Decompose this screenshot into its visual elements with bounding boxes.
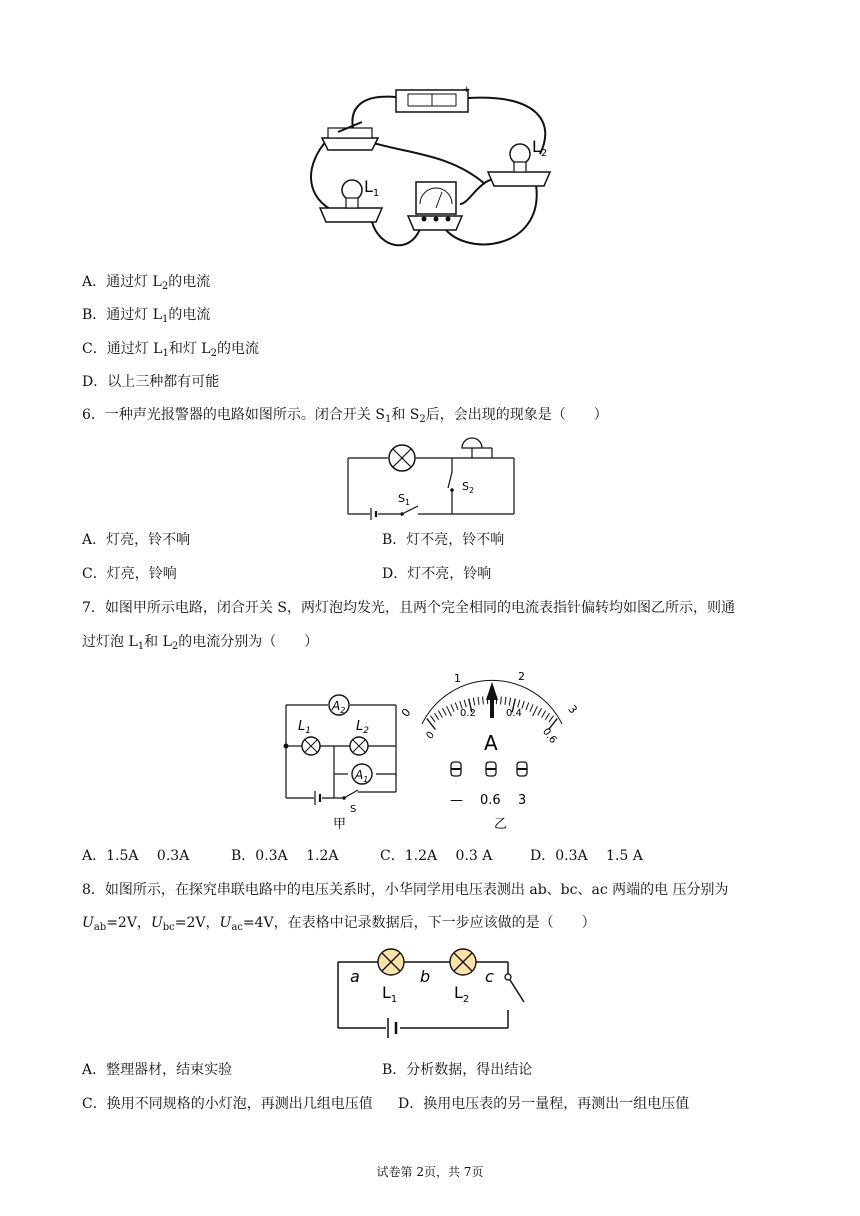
ammeter-tick [522,701,524,709]
ammeter-tick [447,706,452,716]
ammeter-tick [430,716,435,723]
q8-point-c: c [485,967,494,986]
inner-scale-0.4: 0.4 [506,708,522,719]
ammeter-tick [501,696,502,704]
outer-scale-1: 1 [454,672,461,685]
q8-stem-line2: $U_{ab}=2V$，$U_{bc}=2V$，$U_{ac}=4V$，在表格中记录数据后，下一步应该做的是（ ） [82,915,596,933]
q6-s1-label: $S_1$ [398,492,411,507]
q6-option-a[interactable]: A．灯亮，铃不响 [82,532,191,548]
q5-option-d[interactable]: D．以上三种都有可能 [82,374,220,390]
ammeter-tick [526,703,529,711]
ammeter-tick [464,700,466,708]
q7-option-a[interactable]: A．1.5A 0.3A [82,848,190,864]
q5-option-c[interactable]: C．通过灯 $L_1$和灯 $L_2$的电流 [82,341,259,359]
q6-option-c[interactable]: C．灯亮，铃响 [82,566,177,582]
svg-text:−: − [400,86,408,96]
q5-circuit-figure [300,84,562,258]
q7-jia-label: 甲 [333,817,347,832]
q7-stem-line1: 7．如图甲所示电路，闭合开关 S，两灯泡均发光，且两个完全相同的电流表指针偏转均如图乙所示，则通 [82,600,735,616]
inner-scale-0: 0 [424,729,437,742]
q8-option-a[interactable]: A．整理器材，结束实验 [82,1062,233,1078]
q7-a1-label: $A_1$ [355,768,369,784]
ammeter-tick [533,706,538,716]
q6-circuit-figure [340,432,520,524]
q8-l2-label: $L_2$ [454,983,470,1005]
q8-circuit-figure [330,944,530,1046]
ammeter-tick [473,698,474,706]
q8-option-d[interactable]: D．换用电压表的另一量程，再测出一组电压值 [398,1096,690,1112]
q7-stem-line2: 过灯泡 $L_1$和 $L_2$的电流分别为（ ） [82,634,319,652]
q8-l1-label: $L_1$ [382,983,398,1005]
terminal-3: 3 [518,793,527,808]
ammeter-tick [483,696,484,704]
q5-option-a[interactable]: A．通过灯 $L_2$的电流 [82,274,211,292]
outer-scale-0: 0 [398,705,414,720]
q7-l2-label: $L_2$ [356,719,369,736]
terminal-negative: — [450,793,463,808]
ammeter-tick [542,711,546,718]
ammeter-tick [434,713,438,720]
ammeter-tick [538,708,542,715]
outer-scale-3: 3 [565,702,580,717]
q7-option-d[interactable]: D．0.3A 1.5 A [530,848,643,864]
q6-option-d[interactable]: D．灯不亮，铃响 [382,566,492,582]
ammeter-tick [549,716,554,723]
inner-scale-0.6: 0.6 [540,726,559,746]
ammeter-tick [478,697,479,705]
q5-l1-label: $L_1$ [364,177,380,199]
q5-l2-label: $L_2$ [532,137,548,159]
q7-s-label: S [350,804,357,815]
ammeter-tick [509,698,510,706]
q6-s2-label: $S_2$ [462,480,475,495]
ammeter-tick [438,711,442,718]
ammeter-tick [442,708,446,715]
q7-a2-label: $A_2$ [332,699,346,715]
ammeter-tick [518,700,520,708]
q7-yi-label: 乙 [494,817,508,832]
q7-l1-label: $L_1$ [298,719,311,736]
q6-option-b[interactable]: B．灯不亮，铃不响 [382,532,505,548]
q7-option-c[interactable]: C．1.2A 0.3 A [380,848,493,864]
q8-option-c[interactable]: C．换用不同规格的小灯泡，再测出几组电压值 [82,1096,373,1112]
terminal-0.6: 0.6 [480,793,501,808]
ammeter-tick [451,704,454,711]
q5-option-b[interactable]: B．通过灯 $L_1$的电流 [82,307,211,325]
svg-text:+: + [463,85,471,95]
q7-option-b[interactable]: B．0.3A 1.2A [231,848,339,864]
q7-ammeter-yi-figure [394,662,590,834]
q8-stem-line1: 8．如图所示，在探究串联电路中的电压关系时，小华同学用电压表测出 ab、bc、ac 两端的电 压分别为 [82,882,729,898]
ammeter-tick [455,703,458,711]
q7-circuit-jia-figure [278,690,406,832]
q6-stem: 6．一种声光报警器的电路如图所示。闭合开关 $S_1$和 $S_2$后，会出现的现象是（ ） [82,407,608,425]
q8-point-b: b [420,967,431,986]
outer-scale-2: 2 [518,670,525,683]
inner-scale-0.2: 0.2 [460,708,476,719]
ammeter-tick [545,713,549,720]
ammeter-tick [505,697,506,705]
page-footer: 试卷第 2页，共 7页 [376,1165,484,1179]
ammeter-needle [486,682,498,718]
q8-point-a: a [350,967,360,986]
ammeter-letter: A [484,731,498,755]
q8-option-b[interactable]: B．分析数据，得出结论 [382,1062,533,1078]
ammeter-tick [530,704,533,711]
ammeter-terminals [451,762,527,776]
